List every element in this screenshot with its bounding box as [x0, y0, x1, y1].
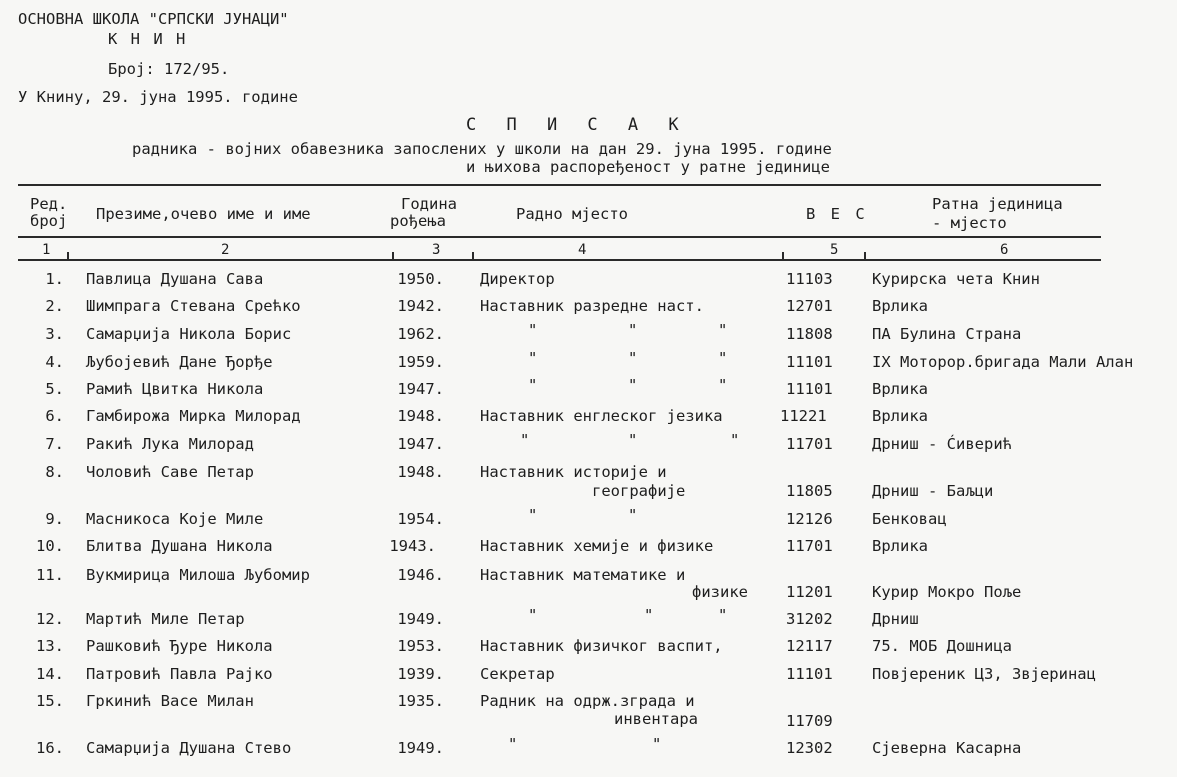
- ditto-mark: ": [528, 321, 538, 339]
- employee-name: Патровић Павла Рајко: [86, 665, 273, 683]
- ves-code: 11805: [786, 482, 833, 500]
- row-number: 14.: [36, 665, 64, 683]
- employee-name: Масникоса Које Миле: [86, 510, 264, 528]
- ditto-mark: ": [628, 506, 638, 524]
- ditto-mark: ": [520, 431, 530, 449]
- war-unit: Сјеверна Касарна: [872, 739, 1022, 757]
- row-number: 10.: [36, 537, 64, 555]
- ditto-mark: ": [508, 735, 518, 753]
- row-number: 2.: [45, 297, 64, 315]
- birth-year: 1953.: [397, 637, 444, 655]
- employee-name: Самарџија Душана Стево: [86, 739, 292, 757]
- ves-code: 11221: [780, 407, 827, 425]
- ves-code: 11101: [786, 380, 833, 398]
- job-title: Наставник физичког васпит,: [480, 637, 723, 655]
- row-number: 5.: [45, 380, 64, 398]
- job-title-continued: физике: [692, 583, 748, 601]
- row-number: 9.: [45, 510, 64, 528]
- war-unit: Дрниш - Баљци: [872, 482, 994, 500]
- ves-code: 12701: [786, 297, 833, 315]
- job-title-continued: инвентара: [614, 710, 698, 728]
- ditto-mark: ": [644, 606, 654, 624]
- col-no-header-a: Ред.: [30, 195, 68, 213]
- birth-year: 1946.: [397, 566, 444, 584]
- war-unit: ПА Булина Страна: [872, 325, 1022, 343]
- war-unit: Врлика: [872, 537, 928, 555]
- table-top-rule: [18, 184, 1101, 186]
- ves-code: 11709: [786, 712, 833, 730]
- war-unit: Дрниш - Ćиверић: [872, 435, 1012, 453]
- row-number: 11.: [36, 566, 64, 584]
- ditto-mark: ": [628, 321, 638, 339]
- ditto-mark: ": [730, 431, 740, 449]
- job-title: Секретар: [480, 665, 555, 683]
- row-number: 1.: [45, 270, 64, 288]
- column-number-rule: [18, 259, 1101, 261]
- job-title: Наставник историје и: [480, 463, 667, 481]
- column-number: 2: [221, 242, 230, 258]
- ditto-mark: ": [718, 349, 728, 367]
- ditto-mark: ": [718, 606, 728, 624]
- ves-code: 11808: [786, 325, 833, 343]
- war-unit: IX Моторор.бригада Мали Алан: [872, 353, 1134, 371]
- col-unit-header-b: - мјесто: [932, 214, 1007, 232]
- title-line-1: радника - војних обавезника запослених у школи на дан 29. јуна 1995. године: [132, 140, 832, 158]
- employee-name: Гамбирожа Мирка Милорад: [86, 407, 301, 425]
- place-and-date: У Книну, 29. јуна 1995. године: [18, 88, 298, 106]
- war-unit: Повјереник ЦЗ, Звјеринац: [872, 665, 1096, 683]
- ditto-mark: ": [718, 321, 728, 339]
- job-title: Директор: [480, 270, 555, 288]
- school-name: ОСНОВНА ШКОЛА "СРПСКИ ЈУНАЦИ": [18, 10, 289, 28]
- employee-name: Рамић Цвитка Никола: [86, 380, 264, 398]
- document-number: Број: 172/95.: [108, 60, 230, 78]
- row-number: 7.: [45, 435, 64, 453]
- col-unit-header-a: Ратна јединица: [932, 195, 1063, 213]
- ves-code: 12126: [786, 510, 833, 528]
- ditto-mark: ": [528, 506, 538, 524]
- employee-name: Рашковић Ђуре Никола: [86, 637, 273, 655]
- title-heading: С П И С А К: [466, 115, 689, 135]
- ves-code: 12117: [786, 637, 833, 655]
- war-unit: Дрниш: [872, 610, 919, 628]
- col-year-header-a: Година: [401, 195, 457, 213]
- employee-name: Љубојевић Дане Ђорђе: [86, 353, 273, 371]
- row-number: 8.: [45, 463, 64, 481]
- job-title-continued: географије: [592, 482, 686, 500]
- row-number: 15.: [36, 692, 64, 710]
- employee-name: Павлица Душана Сава: [86, 270, 264, 288]
- row-number: 6.: [45, 407, 64, 425]
- job-title: Наставник енглеског језика: [480, 407, 723, 425]
- employee-name: Чоловић Саве Петар: [86, 463, 254, 481]
- birth-year: 1939.: [397, 665, 444, 683]
- ditto-mark: ": [528, 349, 538, 367]
- ves-code: 11103: [786, 270, 833, 288]
- row-number: 13.: [36, 637, 64, 655]
- war-unit: 75. МОБ Дошница: [872, 637, 1012, 655]
- birth-year: 1948.: [397, 463, 444, 481]
- birth-year: 1962.: [397, 325, 444, 343]
- row-number: 3.: [45, 325, 64, 343]
- header-rule: [18, 236, 1101, 238]
- employee-name: Шимпрага Стевана Срећко: [86, 297, 301, 315]
- employee-name: Мартић Миле Петар: [86, 610, 245, 628]
- ves-code: 11201: [786, 583, 833, 601]
- column-number: 5: [830, 242, 839, 258]
- ves-code: 11101: [786, 353, 833, 371]
- war-unit: Врлика: [872, 380, 928, 398]
- war-unit: Бенковац: [872, 510, 947, 528]
- birth-year: 1954.: [397, 510, 444, 528]
- job-title: Радник на одрж.зграда и: [480, 692, 695, 710]
- birth-year: 1935.: [397, 692, 444, 710]
- birth-year: 1947.: [397, 435, 444, 453]
- col-ves-header: В Е С: [806, 205, 868, 223]
- war-unit: Врлика: [872, 407, 928, 425]
- birth-year: 1949.: [397, 610, 444, 628]
- ditto-mark: ": [628, 376, 638, 394]
- column-number: 4: [578, 242, 587, 258]
- col-no-header-b: број: [30, 212, 68, 230]
- ditto-mark: ": [628, 349, 638, 367]
- ditto-mark: ": [528, 606, 538, 624]
- employee-name: Ракић Лука Милорад: [86, 435, 254, 453]
- war-unit: Курирска чета Книн: [872, 270, 1040, 288]
- col-name-header: Презиме,очево име и име: [96, 205, 311, 223]
- birth-year: 1942.: [397, 297, 444, 315]
- ves-code: 11701: [786, 435, 833, 453]
- row-number: 16.: [36, 739, 64, 757]
- ves-code: 11701: [786, 537, 833, 555]
- row-number: 4.: [45, 353, 64, 371]
- ditto-mark: ": [652, 735, 662, 753]
- birth-year: 1948.: [397, 407, 444, 425]
- ves-code: 12302: [786, 739, 833, 757]
- birth-year: 1947.: [397, 380, 444, 398]
- ditto-mark: ": [528, 376, 538, 394]
- birth-year: 1949.: [397, 739, 444, 757]
- school-city: К Н И Н: [108, 30, 188, 48]
- ves-code: 11101: [786, 665, 833, 683]
- employee-name: Гркинић Васе Милан: [86, 692, 254, 710]
- ditto-mark: ": [718, 376, 728, 394]
- column-number: 6: [1000, 242, 1009, 258]
- war-unit: Врлика: [872, 297, 928, 315]
- birth-year: 1950.: [397, 270, 444, 288]
- job-title: Наставник математике и: [480, 566, 686, 584]
- column-number: 3: [432, 242, 441, 258]
- job-title: Наставник хемије и физике: [480, 537, 714, 555]
- ves-code: 31202: [786, 610, 833, 628]
- employee-name: Вукмирица Милоша Љубомир: [86, 566, 310, 584]
- birth-year: 1959.: [397, 353, 444, 371]
- employee-name: Самарџија Никола Борис: [86, 325, 292, 343]
- row-number: 12.: [36, 610, 64, 628]
- column-number: 1: [42, 242, 51, 258]
- col-year-header-b: рођења: [390, 212, 446, 230]
- job-title: Наставник разредне наст.: [480, 297, 704, 315]
- col-job-header: Радно мјесто: [516, 205, 628, 223]
- birth-year: 1943.: [389, 537, 436, 555]
- war-unit: Курир Мокро Поље: [872, 583, 1022, 601]
- employee-name: Блитва Душана Никола: [86, 537, 273, 555]
- ditto-mark: ": [628, 431, 638, 449]
- title-line-2: и њихова распоређеност у ратне јединице: [466, 158, 830, 176]
